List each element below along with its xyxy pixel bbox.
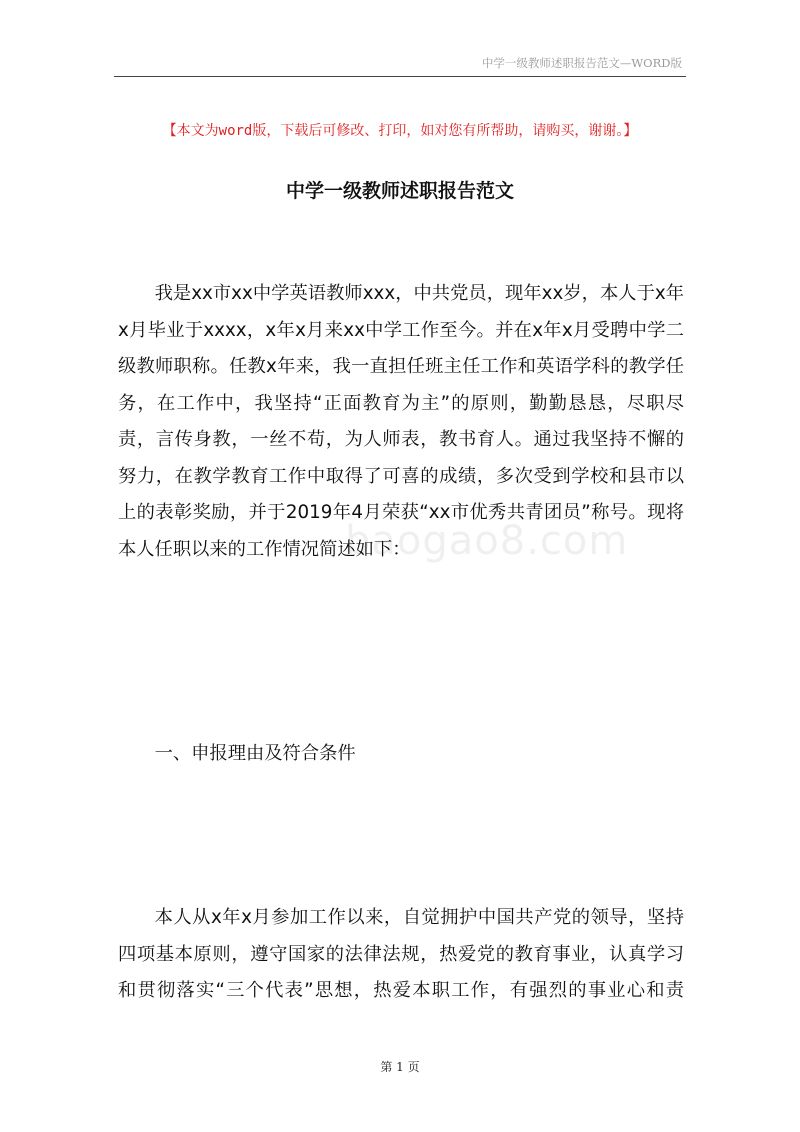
intro-paragraph: 我是xx市xx中学英语教师xxx，中共党员，现年xx岁，本人于x年x月毕业于xxxx，x年x月来xx中学工作至今。并在x年x月受聘中学二级教师职称。任教x年来，我一直担任班主任工作和英语学科的教学任务，在工作中，我坚持“正面教育为主”的原则，勤勤恳恳，尽职尽责，言传身教，一丝不苟，为人师表，教书育人。通过我坚持不懈的努力，在教学教育工作中取得了可喜的成绩，多次受到学校和县市以上的表彰奖励，并于2019年4月荣获“xx市优秀共青团员”称号。现将本人任职以来的工作情况简述如下： <box>118 283 684 560</box>
body-paragraph: 本人从x年x月参加工作以来，自觉拥护中国共产党的领导，坚持四项基本原则，遵守国家的法律法规，热爱党的教育事业，认真学习和贯彻落实“三个代表”思想，热爱本职工作，有强烈的事业心和责 <box>118 907 684 1001</box>
watermark: baogao8.com <box>345 518 629 564</box>
running-header: 中学一级教师述职报告范文—WORD版 <box>481 56 682 70</box>
header-rule <box>114 76 686 77</box>
section-heading: 一、申报理由及符合条件 <box>154 743 356 764</box>
document-title: 中学一级教师述职报告范文 <box>285 180 514 202</box>
purchase-notice: 【本文为word版，下载后可修改、打印，如对您有所帮助，请购买，谢谢。】 <box>162 123 638 139</box>
page-number: 第 1 页 <box>380 1060 420 1074</box>
